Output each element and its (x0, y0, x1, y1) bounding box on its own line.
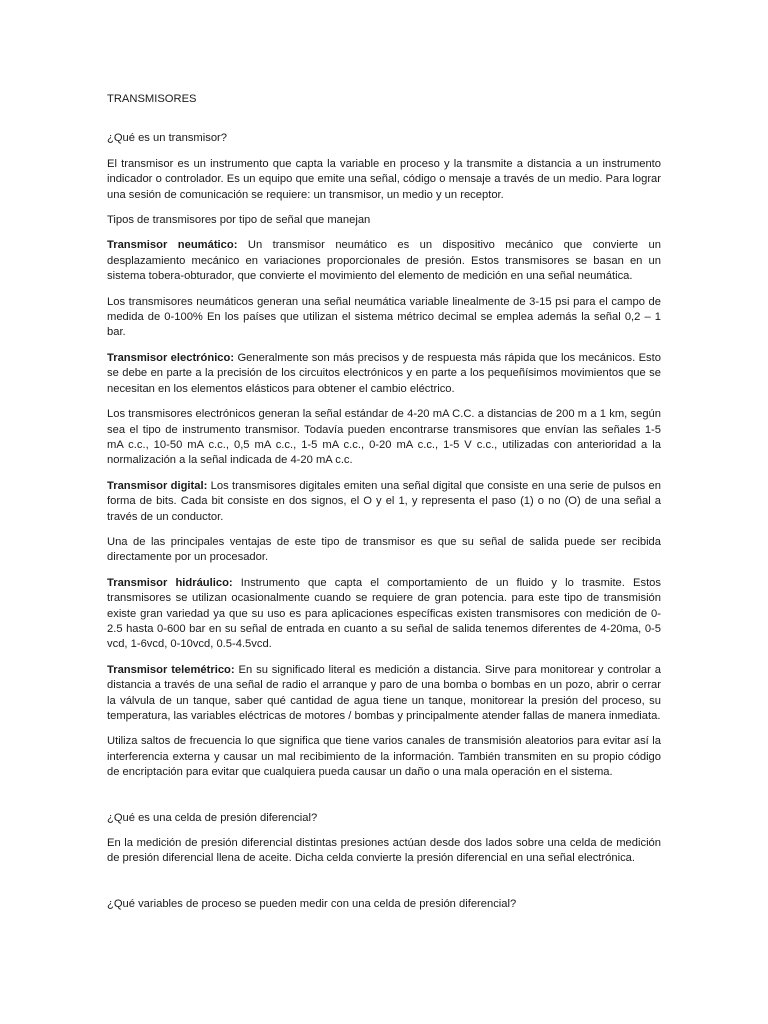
paragraph-differential-cell: En la medición de presión diferencial distintas presiones actúan desde dos lados sobre una celda de medición de presión diferencial llena de aceite. Dicha celda convierte la presión diferencial en una señal electrónica. (107, 837, 661, 865)
label-telemetrico: Transmisor telemétrico: (107, 663, 235, 676)
paragraph-telemetrico (107, 663, 661, 725)
text-electronico: Generalmente son más precisos y de respuesta más rápida que los mecánicos. Esto se debe en parte a la precisión de los circuitos electrónicos y en parte a los pequeñísimos movimientos que se necesitan en los elementos elásticos para obtener el cambio eléctrico. (107, 351, 661, 395)
document-page (107, 92, 661, 922)
paragraph-digital (107, 479, 661, 525)
question-what-is-transmitter: ¿Qué es un transmisor? (107, 132, 228, 145)
label-digital: Transmisor digital: (107, 479, 208, 492)
label-neumatico: Transmisor neumático: (107, 239, 238, 252)
paragraph-electronico (107, 351, 661, 397)
types-heading: Tipos de transmisores por tipo de señal que manejan (107, 214, 371, 227)
paragraph-electronico-signal: Los transmisores electrónicos generan la señal estándar de 4-20 mA C.C. a distancias de 200 m a 1 km, según sea el tipo de instrumento transmisor. Todavía pueden encontrarse transmisores que envían las señales 1-5 mA c.c., 10-50 mA c.c., 0,5 mA c.c., 1-5 mA c.c., 0-20 mA c.c., 1-5 V c.c., utilizadas con anterioridad a la normalización a la señal indicada de 4-20 mA c.c. (107, 408, 661, 467)
paragraph-intro: El transmisor es un instrumento que capta la variable en proceso y la transmite a distancia a un instrumento indicador o controlador. Es un equipo que emite una señal, código o mensaje a través de un medio. Para lograr una sesión de comunicación se requiere: un transmisor, un medio y un receptor. (107, 157, 661, 201)
paragraph-hidraulico (107, 576, 661, 653)
text-neumatico: Un transmisor neumático es un dispositivo mecánico que convierte un desplazamiento mecánico en variaciones proporcionales de presión. Estos transmisores se basan en un sistema tobera-obturador, que convierte el movimiento del elemento de medición en una señal neumática. (107, 239, 661, 283)
paragraph-neumatico-signal: Los transmisores neumáticos generan una señal neumática variable linealmente de 3-15 psi para el campo de medida de 0-100% En los países que utilizan el sistema métrico decimal se emplea además la señal 0,2 – 1 bar. (107, 295, 661, 339)
question-process-variables: ¿Qué variables de proceso se pueden medir con una celda de presión diferencial? (107, 897, 517, 910)
text-hidraulico: Instrumento que capta el comportamiento de un fluido y lo trasmite. Estos transmisores se utilizan ocasionalmente cuando se requiere de gran potencia. para este tipo de transmisión existe gran variedad ya que su uso es para aplicaciones específicas existen transmisores con medición de 0-2.5 hasta 0-600 bar en su señal de entrada en cuanto a su señal de salida tenemos diferentes de 4-20ma, 0-5 vcd, 1-6vcd, 0-10vcd, 0.5-4.5vcd. (107, 576, 661, 651)
paragraph-digital-advantage: Una de las principales ventajas de este tipo de transmisor es que su señal de salida puede ser recibida directamente por un procesador. (107, 535, 661, 564)
text-telemetrico: En su significado literal es medición a distancia. Sirve para monitorear y controlar a distancia a través de una señal de radio el arranque y paro de una bomba o bombas en un pozo, abrir o cerrar la válvula de un tanque, saber qué cantidad de agua tiene un tanque, monitorear la presión del proceso, su temperatura, las variables eléctricas de motores / bombas y principalmente atender fallas de manera inmediata. (107, 663, 661, 722)
label-hidraulico: Transmisor hidráulico: (107, 576, 233, 589)
question-differential-cell: ¿Qué es una celda de presión diferencial? (107, 811, 318, 824)
label-electronico: Transmisor electrónico: (107, 351, 235, 364)
document-title: TRANSMISORES (107, 93, 197, 105)
paragraph-telemetrico-frequency: Utiliza saltos de frecuencia lo que significa que tiene varios canales de transmisión aleatorios para evitar así la interferencia externa y causar un mal recibimiento de la información. También transmiten en su propio código de encriptación para evitar que cualquiera pueda causar un daño o una mala operación en el sistema. (107, 735, 661, 779)
paragraph-neumatico (107, 238, 661, 284)
text-digital: Los transmisores digitales emiten una señal digital que consiste en una serie de pulsos en forma de bits. Cada bit consiste en dos signos, el O y el 1, y representa el paso (1) o no (O) de una señal a través de un conductor. (107, 479, 661, 523)
